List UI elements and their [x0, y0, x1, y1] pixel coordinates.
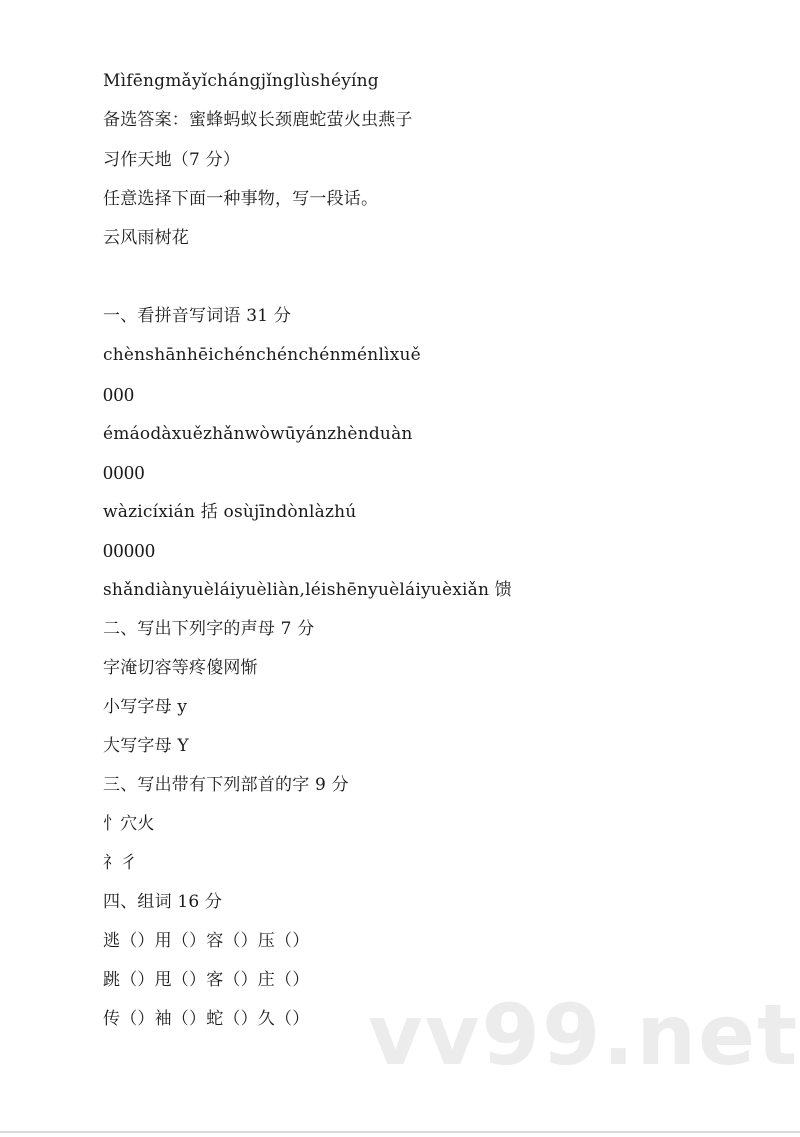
answer-options-line: 备选答案：蜜蜂蚂蚁长颈鹿蛇萤火虫燕子 — [103, 110, 413, 130]
pinyin-line-animals: Mìfēngmǎyǐchángjǐnglùshéyíng — [103, 71, 379, 91]
lowercase-letter-line: 小写字母 y — [103, 697, 188, 717]
section-2-heading: 二、写出下列字的声母 7 分 — [103, 619, 315, 639]
page-bottom-divider — [0, 1131, 800, 1133]
word-group-row-3: 传（）袖（）蛇（）久（） — [103, 1009, 310, 1029]
writing-instruction: 任意选择下面一种事物，写一段话。 — [103, 189, 379, 209]
writing-topics: 云风雨树花 — [103, 228, 189, 248]
radicals-line-1: 忄穴火 — [103, 814, 155, 834]
answer-boxes-2: 0000 — [103, 462, 145, 484]
pinyin-line-2: émáodàxuězhǎnwòwūyánzhènduàn — [103, 424, 413, 444]
section-4-heading: 四、组词 16 分 — [103, 892, 223, 912]
answer-boxes-1: 000 — [103, 384, 135, 406]
pinyin-line-3: wàzicíxián 括 osùjīndònlàzhú — [103, 502, 357, 522]
answer-boxes-3: 00000 — [103, 540, 156, 562]
watermark: vv99.net — [368, 986, 800, 1084]
section-1-heading: 一、看拼音写词语 31 分 — [103, 306, 292, 326]
section-writing-title: 习作天地（7 分） — [103, 150, 241, 170]
uppercase-letter-line: 大写字母 Y — [103, 736, 189, 756]
pinyin-line-4: shǎndiànyuèláiyuèliàn,léishēnyuèláiyuèxiǎn 馈 — [103, 580, 512, 600]
initials-characters: 字淹切容等疼傻网惭 — [103, 658, 258, 678]
word-group-row-2: 跳（）甩（）客（）庄（） — [103, 970, 310, 990]
radicals-line-2: 礻彳 — [103, 853, 138, 873]
section-3-heading: 三、写出带有下列部首的字 9 分 — [103, 775, 349, 795]
word-group-row-1: 逃（）用（）容（）压（） — [103, 931, 310, 951]
pinyin-line-1: chènshānhēichénchénchénménlìxuě — [103, 345, 421, 365]
